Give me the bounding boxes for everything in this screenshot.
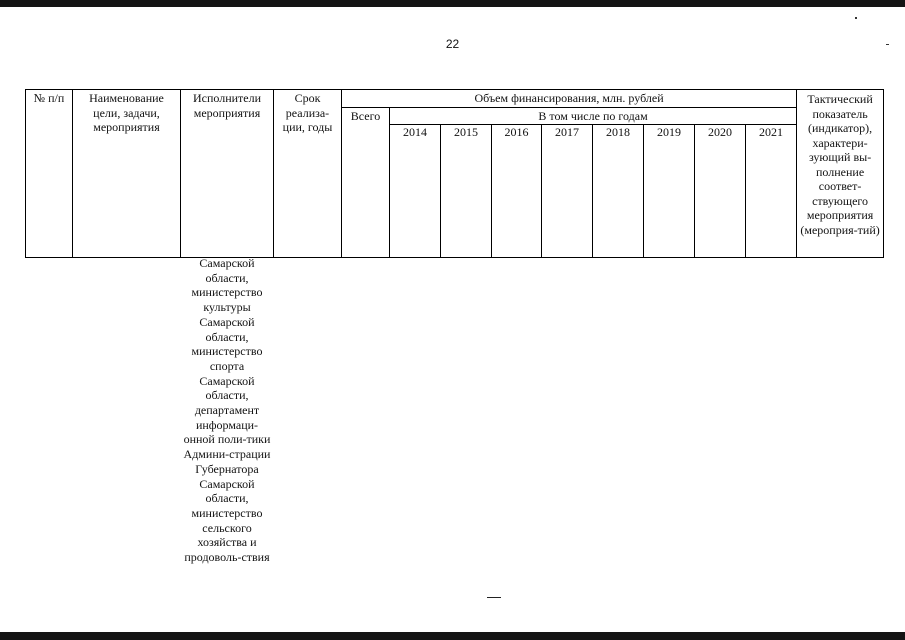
header-number: № п/п — [26, 90, 73, 258]
header-executors: Исполнители мероприятия — [181, 90, 274, 258]
header-year: 2017 — [542, 125, 593, 258]
header-year: 2019 — [644, 125, 695, 258]
header-year: 2018 — [593, 125, 644, 258]
footer-dash — [487, 597, 501, 598]
header-total: Всего — [342, 107, 390, 258]
scan-border-bottom — [0, 632, 905, 640]
scan-speck — [855, 17, 857, 19]
header-year: 2021 — [746, 125, 797, 258]
header-term: Срок реализа-ции, годы — [274, 90, 342, 258]
header-year: 2015 — [441, 125, 492, 258]
header-year: 2016 — [492, 125, 542, 258]
financing-table-header — [25, 89, 884, 258]
header-funding: Объем финансирования, млн. рублей — [342, 90, 797, 108]
header-by-years: В том числе по годам — [390, 107, 797, 125]
header-year: 2020 — [695, 125, 746, 258]
executors-continuation-text: Самарской области, министерство культуры Самарской области, министерство спорта Самарской области, департамент информаци-онной поли-тики Админи-страции Губернатора Самарской области, министерство сельского хозяйства и продоволь-ствия — [183, 256, 271, 565]
scan-border-top — [0, 0, 905, 7]
header-indicator: Тактический показатель (индикатор), характери-зующий вы-полнение соответ-ствующего мероприятия (мероприя-тий) — [797, 90, 884, 258]
page-number: 22 — [445, 37, 460, 51]
header-year: 2014 — [390, 125, 441, 258]
header-name: Наименование цели, задачи, мероприятия — [73, 90, 181, 258]
